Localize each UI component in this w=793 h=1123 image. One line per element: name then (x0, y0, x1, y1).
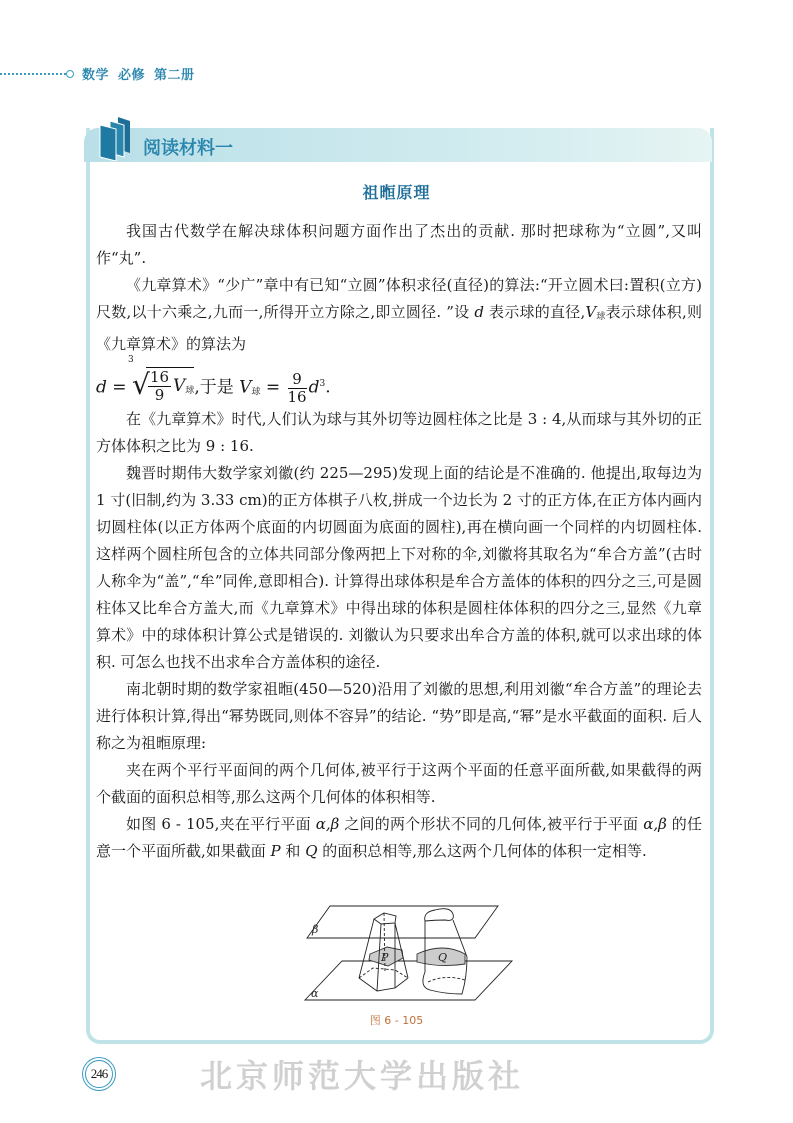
var-d: d (474, 303, 484, 321)
reading-material-label: 阅读材料一 (143, 138, 233, 159)
denominator: 16 (287, 387, 307, 406)
article-body (96, 218, 702, 865)
var-alpha-beta: α,β (643, 815, 667, 833)
beta-label: β (312, 923, 319, 936)
plane-beta (307, 906, 498, 938)
fraction (148, 369, 171, 404)
text: 如图 6 - 105,夹在平行平面 (126, 815, 316, 833)
formula-period: . (325, 377, 331, 398)
figure-6-105 (295, 902, 525, 1012)
formula-v: V (173, 376, 186, 397)
var-v: V (585, 303, 597, 321)
paragraph: 我国古代数学在解决球体积问题方面作出了杰出的贡献. 那时把球称为“立圆”,又叫作“丸”. (96, 222, 702, 267)
paragraph: 南北朝时期的数学家祖暅(450—520)沿用了刘徽的思想,利用刘徽“牟合方盖”的理论去进行体积计算,得出“幂势既同,则体不容异”的结论. “势”即是高,“幂”是水平截面的面积. 后人称之为祖暅原理: (96, 680, 702, 752)
running-header: 数学 必修 第二册 (82, 68, 195, 83)
var-alpha-beta: α,β (315, 815, 340, 833)
formula-eq: = (112, 377, 127, 398)
paragraph: 魏晋时期伟大数学家刘徽(约 225—295)发现上面的结论是不准确的. 他提出,取每边为 1 寸(旧制,约为 3.33 cm)的正方体棋子八枚,拼成一个边长为 2 寸的正方体,在正方体内画内切圆柱体(以正方体两个底面的内切圆面为底面的圆柱),再在横向画一个同样的内切圆柱体. 这样两个圆柱所包含的立体共同部分像两把上下对称的伞,刘徽将其取名为“牟合方盖”(古时人称伞为“盖”,“牟”同侔,意即相合). 计算得出球体积是牟合方盖体的体积的四分之三,可是圆柱体又比牟合方盖大,而《九章算术》中得出球的体积是圆柱体体积的四分之三,显然《九章算术》中的球体积计算公式是错误的. 刘徽认为只要求出牟合方盖的体积,就可以求出球的体积. 可怎么也找不出求牟合方盖体积的途径. (96, 464, 702, 671)
formula-eq: = (265, 377, 281, 398)
paragraph (96, 811, 702, 865)
formula-v: V (239, 377, 252, 398)
fraction (288, 371, 307, 406)
exponent: 3 (319, 379, 326, 389)
page-number: 246 (85, 1060, 113, 1088)
paragraph: 夹在两个平行平面间的两个几何体,被平行于这两个平面的任意平面所截,如果截得的两个截面的面积总相等,那么这两个几何体的体积相等. (96, 761, 702, 806)
publisher-watermark: 北京师范大学出版社 (200, 1057, 525, 1095)
text: 表示球的直径, (484, 303, 586, 321)
denominator: 9 (154, 386, 165, 405)
paragraph (96, 272, 702, 358)
text: 的任意一个平面所截,如果截面 (96, 815, 702, 860)
root-index: 3 (127, 355, 134, 366)
cube-root (127, 355, 195, 409)
header-dot (66, 70, 74, 78)
formula (96, 355, 702, 406)
text: 和 (280, 842, 306, 860)
var-q: Q (305, 842, 318, 860)
paragraph: 在《九章算术》时代,人们认为球与其外切等边圆柱体之比是 3 : 4,从而球与其外切的正方体体积之比为 9 : 16. (96, 410, 702, 455)
plane-alpha (305, 961, 512, 1000)
subscript: 球 (251, 387, 261, 398)
formula-d: d (96, 377, 107, 398)
text: 表示球体积,则《九章算术》的算法为 (96, 303, 702, 353)
radical-sign: √ (131, 368, 150, 402)
q-label: Q (438, 951, 448, 964)
numerator: 16 (149, 368, 170, 387)
books-icon (96, 115, 138, 163)
text: 《九章算术》“少广”章中有已知“立圆”体积求径(直径)的算法:“开立圆术曰:置积(立方)尺数,以十六乘之,九而一,所得开立方除之,即立圆径. ”设 (96, 276, 702, 321)
alpha-label: α (311, 987, 319, 1000)
subscript: 球 (596, 312, 606, 322)
subscript: 球 (185, 386, 195, 397)
header-dotted-line (0, 73, 66, 75)
section-title: 祖暅原理 (362, 183, 431, 202)
var-p: P (270, 842, 281, 860)
text: 的面积总相等,那么这两个几何体的体积一定相等. (317, 842, 647, 860)
formula-d: d (308, 377, 320, 398)
text: 之间的两个形状不同的几何体,被平行于平面 (339, 815, 644, 833)
figure-caption: 图 6 - 105 (369, 1014, 424, 1027)
numerator: 9 (288, 371, 307, 389)
p-label: P (381, 951, 389, 964)
formula-text: ,于是 (194, 377, 240, 398)
